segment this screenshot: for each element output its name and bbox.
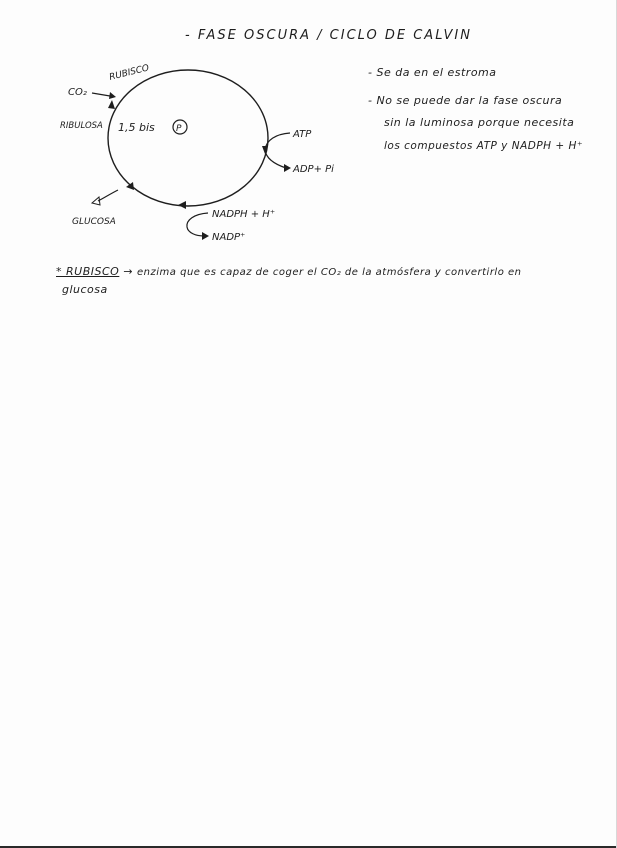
cycle-arrow-topleft	[108, 100, 115, 109]
atp-branch-arrowhead	[284, 164, 291, 172]
page-title: - FASE OSCURA / CICLO DE CALVIN	[185, 28, 472, 43]
atp-branch	[265, 133, 290, 168]
nadph-label: NADPH + H⁺	[212, 209, 276, 220]
rubisco-label: RUBISCO	[108, 63, 151, 83]
adp-label: ADP+ Pi	[293, 164, 334, 175]
ribulosa-label: RIBULOSA	[60, 121, 103, 131]
cycle-arrow-bottom	[178, 201, 186, 209]
footnote-continuation: glucosa	[62, 283, 108, 296]
cycle-arrow-left	[126, 182, 134, 190]
bisphosphate-label: 1,5 bis	[118, 121, 155, 134]
co2-arrow	[92, 93, 110, 96]
atp-label: ATP	[293, 129, 312, 140]
glucosa-arrow	[98, 190, 118, 201]
footnote-arrow: →	[123, 265, 134, 278]
co2-arrowhead	[109, 92, 116, 99]
footnote	[56, 265, 522, 278]
note-line-3: sin la luminosa porque necesita	[384, 116, 575, 129]
footnote-text: enzima que es capaz de coger el CO₂ de la atmósfera y convertirlo en	[137, 267, 522, 278]
phosphate-symbol: P	[176, 124, 182, 134]
nadph-branch-arrowhead	[202, 232, 209, 240]
co2-label: CO₂	[68, 87, 87, 98]
glucosa-label: GLUCOSA	[72, 217, 116, 227]
nadph-branch	[187, 213, 208, 236]
nadp-label: NADP⁺	[212, 232, 246, 243]
footnote-term: * RUBISCO	[56, 265, 120, 278]
note-line-4: los compuestos ATP y NADPH + H⁺	[384, 140, 583, 152]
note-line-1: - Se da en el estroma	[368, 66, 497, 79]
note-line-2: - No se puede dar la fase oscura	[368, 94, 563, 107]
